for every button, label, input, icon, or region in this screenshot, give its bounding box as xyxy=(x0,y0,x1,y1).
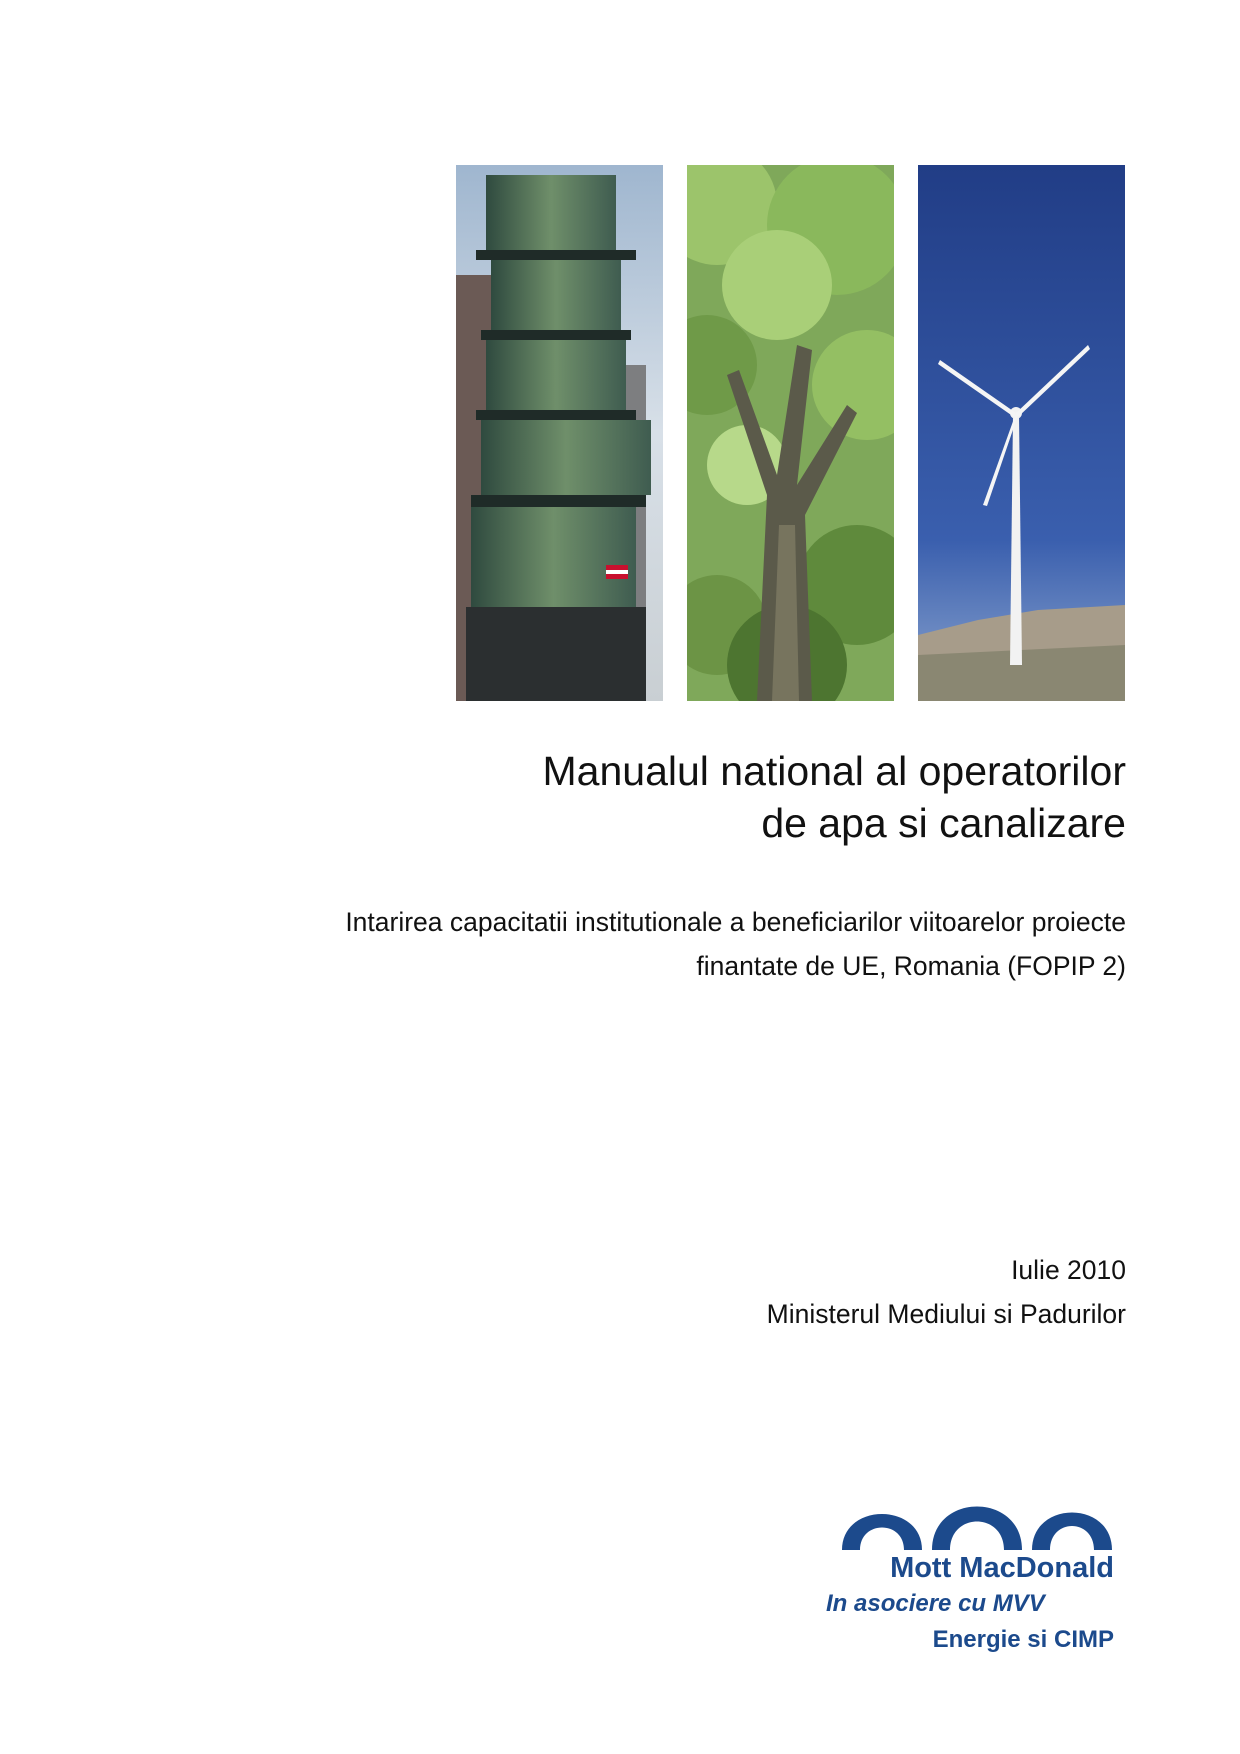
document-ministry: Ministerul Mediului si Padurilor xyxy=(766,1299,1126,1329)
document-subtitle xyxy=(126,900,1126,988)
logo-association-line-2: Energie si CIMP xyxy=(932,1626,1114,1653)
document-title xyxy=(226,745,1126,849)
mott-macdonald-logo xyxy=(820,1492,1120,1662)
subtitle-line-2: finantate de UE, Romania (FOPIP 2) xyxy=(696,951,1126,981)
tree-photo xyxy=(687,165,894,701)
logo-association-line-1: In asociere cu MVV xyxy=(826,1590,1045,1617)
building-photo xyxy=(456,165,663,701)
title-line-1: Manualul national al operatorilor xyxy=(542,748,1126,794)
mott-macdonald-arches-icon xyxy=(842,1492,1112,1550)
cover-photo-strip xyxy=(456,165,1125,701)
title-line-2: de apa si canalizare xyxy=(761,800,1126,846)
subtitle-line-1: Intarirea capacitatii institutionale a beneficiarilor viitoarelor proiecte xyxy=(345,907,1126,937)
document-meta xyxy=(426,1248,1126,1336)
document-date: Iulie 2010 xyxy=(1011,1255,1126,1285)
logo-company-name: Mott MacDonald xyxy=(890,1552,1114,1584)
wind-turbine-photo xyxy=(918,165,1125,701)
